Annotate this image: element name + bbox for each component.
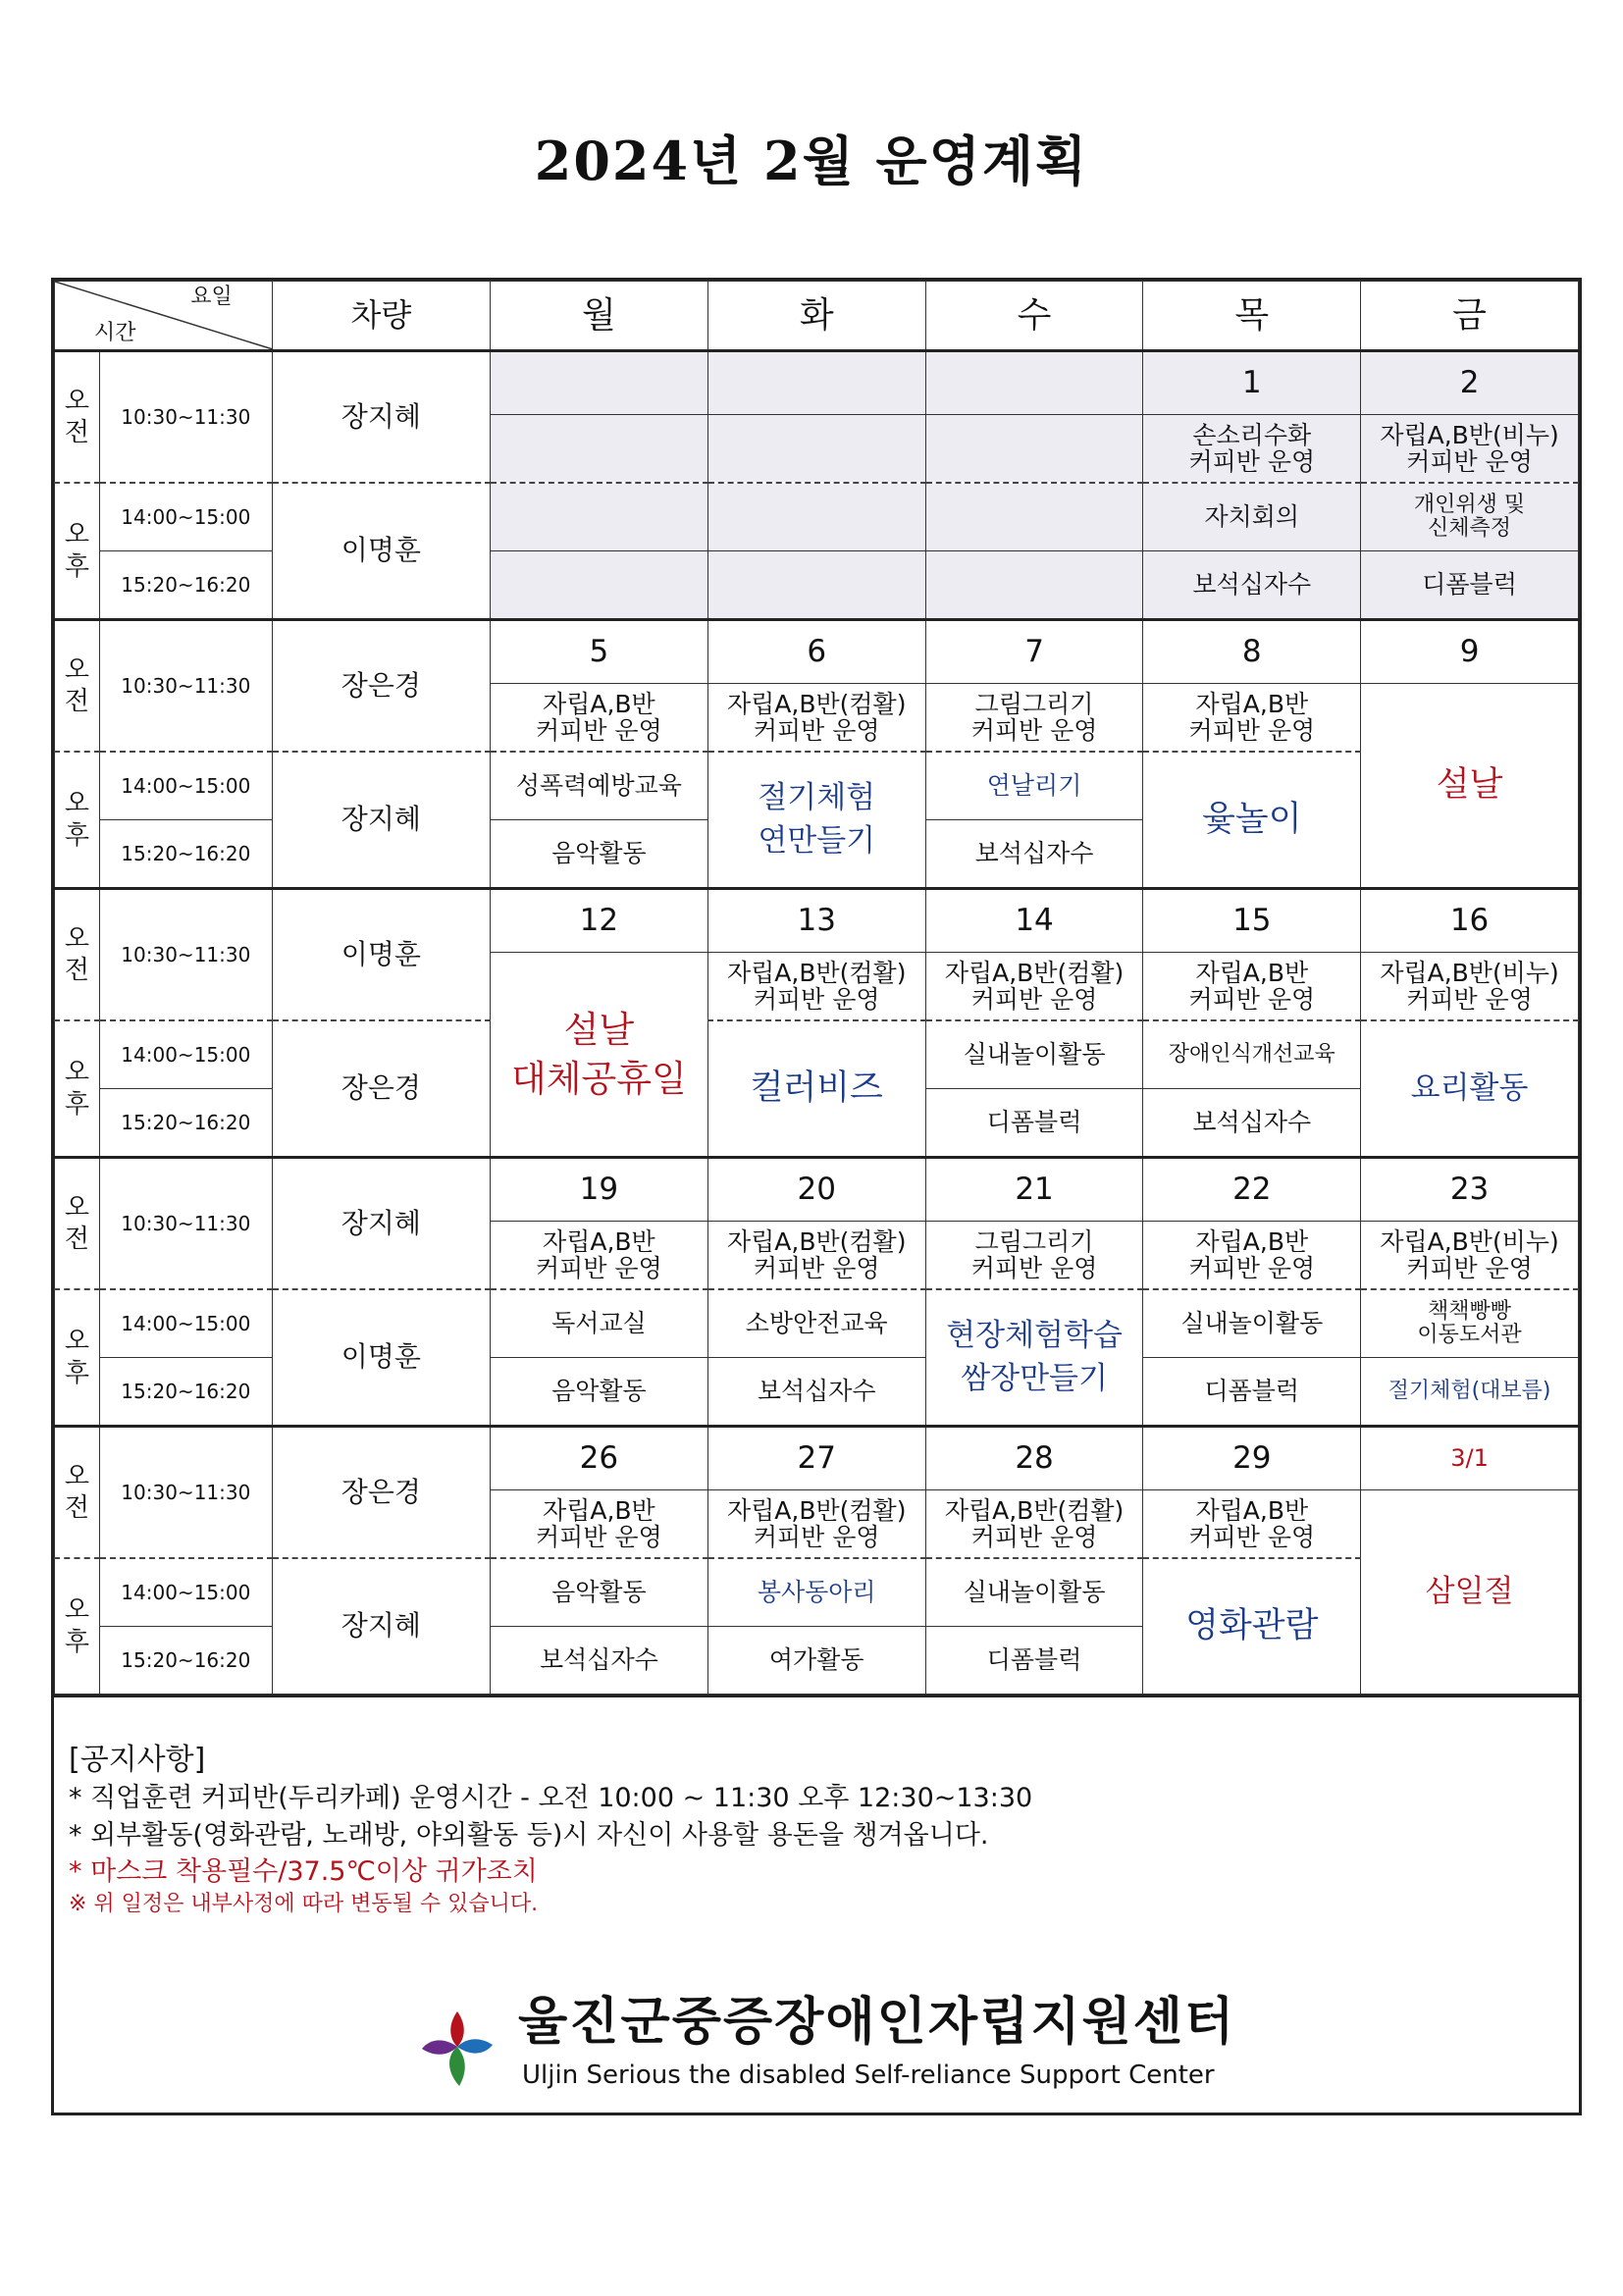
day-axis-label: 요일 <box>190 285 233 309</box>
date-cell: 12 <box>490 889 707 953</box>
activity-cell: 독서교실 <box>490 1289 707 1358</box>
date-cell: 26 <box>490 1427 707 1490</box>
date-cell: 1 <box>1143 351 1361 415</box>
activity-cell: 소방안전교육 <box>707 1289 925 1358</box>
activity-cell: 보석십자수 <box>1143 551 1361 620</box>
vehicle-header: 차량 <box>272 282 490 351</box>
activity-cell: 자립A,B반 커피반 운영 <box>1143 684 1361 753</box>
activity-cell: 개인위생 및 신체측정 <box>1361 483 1579 551</box>
activity-cell: 손소리수화 커피반 운영 <box>1143 415 1361 484</box>
time-axis-label: 시간 <box>94 320 136 345</box>
notice-item: * 직업훈련 커피반(두리카페) 운영시간 - 오전 10:00 ~ 11:30 오후 12:30~13:30 <box>69 1783 1033 1814</box>
org-name-english: Uljin Serious the disabled Self-reliance Support Center <box>522 2061 1215 2090</box>
activity-cell: 디폼블럭 <box>925 1089 1143 1158</box>
activity-cell: 컬러비즈 <box>707 1020 925 1158</box>
vehicle-pm: 이명훈 <box>272 483 490 620</box>
activity-cell: 보석십자수 <box>925 820 1143 889</box>
page-title: 2024년 2월 운영계획 <box>534 130 1089 192</box>
divider <box>54 1695 1579 1697</box>
activity-cell <box>490 483 707 551</box>
date-cell: 9 <box>1361 620 1579 684</box>
activity-cell: 자립A,B반(컴활) 커피반 운영 <box>925 1490 1143 1559</box>
date-cell: 15 <box>1143 889 1361 953</box>
activity-cell: 자립A,B반(컴활) 커피반 운영 <box>707 684 925 753</box>
vehicle-pm: 장지혜 <box>272 1558 490 1695</box>
activity-cell: 성폭력예방교육 <box>490 752 707 820</box>
date-cell: 2 <box>1361 351 1579 415</box>
vehicle-am: 장지혜 <box>272 351 490 484</box>
time-pm2: 15:20~16:20 <box>99 551 272 620</box>
day-header-fri: 금 <box>1361 282 1579 351</box>
notice-item: * 외부활동(영화관람, 노래방, 야외활동 등)시 자신이 사용할 용돈을 챙겨옵니다. <box>69 1819 989 1851</box>
date-cell: 22 <box>1143 1158 1361 1222</box>
day-header-thu: 목 <box>1143 282 1361 351</box>
activity-cell: 자립A,B반(비누) 커피반 운영 <box>1361 1222 1579 1290</box>
period-pm: 오 후 <box>55 752 100 889</box>
time-pm2: 15:20~16:20 <box>99 1627 272 1695</box>
activity-cell <box>925 483 1143 551</box>
date-cell: 28 <box>925 1427 1143 1490</box>
day-header-tue: 화 <box>707 282 925 351</box>
activity-cell: 자립A,B반 커피반 운영 <box>1143 1222 1361 1290</box>
vehicle-pm: 장은경 <box>272 1020 490 1158</box>
activity-cell: 자치회의 <box>1143 483 1361 551</box>
date-cell: 7 <box>925 620 1143 684</box>
date-cell <box>707 351 925 415</box>
time-am: 10:30~11:30 <box>99 1427 272 1559</box>
notice-section <box>69 1740 1032 1920</box>
period-pm: 오 후 <box>55 483 100 620</box>
period-am: 오 전 <box>55 620 100 753</box>
activity-cell: 보석십자수 <box>707 1358 925 1427</box>
date-cell <box>925 351 1143 415</box>
time-pm2: 15:20~16:20 <box>99 820 272 889</box>
period-pm: 오 후 <box>55 1289 100 1427</box>
time-pm1: 14:00~15:00 <box>99 1558 272 1627</box>
activity-cell: 자립A,B반(컴활) 커피반 운영 <box>707 1222 925 1290</box>
activity-cell: 디폼블럭 <box>1143 1358 1361 1427</box>
activity-cell <box>490 551 707 620</box>
date-cell: 14 <box>925 889 1143 953</box>
diagonal-header-cell <box>55 282 273 351</box>
activity-cell: 현장체험학습 쌈장만들기 <box>925 1289 1143 1427</box>
date-cell: 5 <box>490 620 707 684</box>
activity-cell: 장애인식개선교육 <box>1143 1020 1361 1089</box>
holiday-cell: 삼일절 <box>1361 1490 1579 1695</box>
activity-cell: 보석십자수 <box>1143 1089 1361 1158</box>
date-cell: 19 <box>490 1158 707 1222</box>
time-am: 10:30~11:30 <box>99 351 272 484</box>
vehicle-pm: 장지혜 <box>272 752 490 889</box>
activity-cell <box>707 415 925 484</box>
date-cell: 20 <box>707 1158 925 1222</box>
activity-cell <box>707 483 925 551</box>
activity-cell: 자립A,B반 커피반 운영 <box>1143 953 1361 1021</box>
activity-cell: 여가활동 <box>707 1627 925 1695</box>
activity-cell: 절기체험 연만들기 <box>707 752 925 889</box>
activity-cell: 자립A,B반 커피반 운영 <box>490 1490 707 1559</box>
vehicle-am: 장은경 <box>272 620 490 753</box>
notice-item: ※ 위 일정은 내부사정에 따라 변동될 수 있습니다. <box>69 1892 539 1917</box>
time-pm1: 14:00~15:00 <box>99 1289 272 1358</box>
activity-cell: 자립A,B반 커피반 운영 <box>490 684 707 753</box>
holiday-cell: 설날 대체공휴일 <box>490 953 707 1158</box>
activity-cell: 자립A,B반(컴활) 커피반 운영 <box>925 953 1143 1021</box>
period-am: 오 전 <box>55 1158 100 1290</box>
time-pm1: 14:00~15:00 <box>99 1020 272 1089</box>
vehicle-pm: 이명훈 <box>272 1289 490 1427</box>
time-am: 10:30~11:30 <box>99 889 272 1021</box>
activity-cell: 윷놀이 <box>1143 752 1361 889</box>
activity-cell <box>925 415 1143 484</box>
date-cell: 8 <box>1143 620 1361 684</box>
time-pm1: 14:00~15:00 <box>99 483 272 551</box>
activity-cell: 자립A,B반 커피반 운영 <box>1143 1490 1361 1559</box>
date-cell: 13 <box>707 889 925 953</box>
activity-cell: 음악활동 <box>490 820 707 889</box>
date-cell: 23 <box>1361 1158 1579 1222</box>
activity-cell: 봉사동아리 <box>707 1558 925 1627</box>
period-am: 오 전 <box>55 889 100 1021</box>
activity-cell: 음악활동 <box>490 1358 707 1427</box>
date-cell <box>490 351 707 415</box>
date-cell: 29 <box>1143 1427 1361 1490</box>
activity-cell: 영화관람 <box>1143 1558 1361 1695</box>
date-cell: 6 <box>707 620 925 684</box>
center-logo-icon <box>418 2004 497 2092</box>
activity-cell: 디폼블럭 <box>1361 551 1579 620</box>
org-name: 울진군중증장애인자립지원센터 <box>518 1993 1236 2052</box>
activity-cell: 보석십자수 <box>490 1627 707 1695</box>
notice-heading: [공지사항] <box>69 1743 206 1777</box>
vehicle-am: 이명훈 <box>272 889 490 1021</box>
activity-cell: 실내놀이활동 <box>1143 1289 1361 1358</box>
notice-item: * 마스크 착용필수/37.5℃이상 귀가조치 <box>69 1855 538 1887</box>
period-am: 오 전 <box>55 351 100 484</box>
period-am: 오 전 <box>55 1427 100 1559</box>
date-cell: 3/1 <box>1361 1427 1579 1490</box>
activity-cell: 실내놀이활동 <box>925 1020 1143 1089</box>
activity-cell: 자립A,B반(컴활) 커피반 운영 <box>707 1490 925 1559</box>
holiday-cell: 설날 <box>1361 684 1579 889</box>
activity-cell: 연날리기 <box>925 752 1143 820</box>
date-cell: 21 <box>925 1158 1143 1222</box>
activity-cell: 디폼블럭 <box>925 1627 1143 1695</box>
activity-cell: 요리활동 <box>1361 1020 1579 1158</box>
activity-cell <box>707 551 925 620</box>
activity-cell: 그림그리기 커피반 운영 <box>925 684 1143 753</box>
vehicle-am: 장은경 <box>272 1427 490 1559</box>
activity-cell: 자립A,B반 커피반 운영 <box>490 1222 707 1290</box>
activity-cell: 음악활동 <box>490 1558 707 1627</box>
period-pm: 오 후 <box>55 1558 100 1695</box>
time-pm2: 15:20~16:20 <box>99 1089 272 1158</box>
schedule-table <box>54 281 1579 1695</box>
activity-cell: 실내놀이활동 <box>925 1558 1143 1627</box>
activity-cell: 자립A,B반(컴활) 커피반 운영 <box>707 953 925 1021</box>
activity-cell: 그림그리기 커피반 운영 <box>925 1222 1143 1290</box>
vehicle-am: 장지혜 <box>272 1158 490 1290</box>
time-pm2: 15:20~16:20 <box>99 1358 272 1427</box>
activity-cell: 자립A,B반(비누) 커피반 운영 <box>1361 953 1579 1021</box>
period-pm: 오 후 <box>55 1020 100 1158</box>
date-cell: 27 <box>707 1427 925 1490</box>
activity-cell <box>925 551 1143 620</box>
date-cell: 16 <box>1361 889 1579 953</box>
activity-cell: 책책빵빵 이동도서관 <box>1361 1289 1579 1358</box>
time-am: 10:30~11:30 <box>99 620 272 753</box>
activity-cell <box>490 415 707 484</box>
day-header-mon: 월 <box>490 282 707 351</box>
activity-cell: 절기체험(대보름) <box>1361 1358 1579 1427</box>
activity-cell: 자립A,B반(비누) 커피반 운영 <box>1361 415 1579 484</box>
time-pm1: 14:00~15:00 <box>99 752 272 820</box>
time-am: 10:30~11:30 <box>99 1158 272 1290</box>
day-header-wed: 수 <box>925 282 1143 351</box>
